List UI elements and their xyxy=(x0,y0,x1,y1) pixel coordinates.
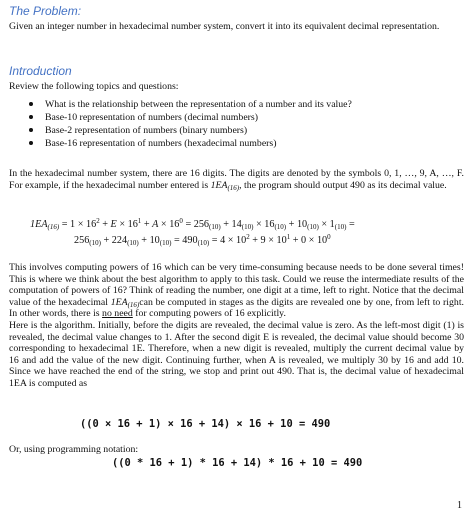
equation-line-2: $256_{(10)} + 224_{(10)} + 10_{(10)} = 490_{(10)} = 4 \times 10^2 + 9 \times 10^1 + 0 \times 10^0$ xyxy=(74,233,331,247)
introduction-heading: Introduction xyxy=(9,64,72,78)
paragraph-reuse: This involves computing powers of 16 which can be very time-consuming because needs to be done several times! This is where we think about the best algorithm to apply to this task. Could we reuse the intermediate results of the computation of powers of 16? Think of reading the number, one digit at a time, left to right. Notice that the decimal value of the hexadecimal $1EA_{(16)}can$ be computed in stages as the digits are revealed one by one, from left to right. In other words, there is no need for computing powers of 16 explicitly. Here is the algorithm. Initially, before the digits are revealed, the decimal value is zero. As the left-most digit (1) is revealed, the decimal value changes to 1. After the second digit E is revealed, the decimal value should become 30 corresponding to hexadecimal 1E. Therefore, when a new digit is revealed, multiply the current decimal value by 16 and add the value of the new digit. Continuing further, when A is revealed, we multiply 30 by 16 and add 10. Since we have reached the end of the string, we stop and print out 490. That is, the decimal value of hexadecimal 1EA is computed as xyxy=(9,262,464,389)
problem-text: Given an integer number in hexadecimal number system, convert it into its equivalent decimal representation. xyxy=(9,21,440,32)
list-item: Base-16 representation of numbers (hexadecimal numbers) xyxy=(9,137,464,150)
introduction-lead: Review the following topics and questions: xyxy=(9,81,179,92)
topics-list xyxy=(9,98,464,150)
list-item: What is the relationship between the representation of a number and its value? xyxy=(9,98,464,111)
bullet-icon xyxy=(29,115,33,119)
problem-section xyxy=(9,4,464,33)
bullet-icon xyxy=(29,102,33,106)
paragraph-algorithm: Here is the algorithm. Initially, before the digits are revealed, the decimal value is zero. As the left-most digit (1) is revealed, the decimal value changes to 1. After the second digit E is revealed, the decimal value should become 30 corresponding to hexadecimal 1E. Therefore, when a new digit is revealed, multiply the current decimal value by 16 and add the value of the new digit. Continuing further, when A is revealed, we multiply 30 by 16 and add 10. Since we have reached the end of the string, we stop and print out 490. That is, the decimal value of hexadecimal 1EA is computed as xyxy=(9,319,464,389)
bullet-icon xyxy=(29,128,33,132)
list-item: Base-2 representation of numbers (binary numbers) xyxy=(9,124,464,137)
equation-line-1: $1EA_{(16)} = 1 \times 16^2 + E \times 16^1 + A \times 16^0 = 256_{(10)} + 14_{(10)} \times 16_{(10)} + 10_{(10)} \times 1_{(10)}$ = xyxy=(30,217,355,231)
introduction-section xyxy=(9,64,464,150)
list-item: Base-10 representation of numbers (decimal numbers) xyxy=(9,111,464,124)
problem-heading: The Problem: xyxy=(9,4,82,18)
code-expression: ((0 * 16 + 1) * 16 + 14) * 16 + 10 = 490 xyxy=(112,457,363,469)
programming-notation-lead: Or, using programming notation: xyxy=(9,444,139,455)
paragraph-hex-intro: In the hexadecimal number system, there are 16 digits. The digits are denoted by the symbols 0, 1, …, 9, A, …, F. For example, if the hexadecimal number entered is $1EA_{(16)}$, the program should output 490 as its decimal value. xyxy=(9,168,464,192)
bullet-icon xyxy=(29,141,33,145)
math-expression: ((0 × 16 + 1) × 16 + 14) × 16 + 10 = 490 xyxy=(80,418,331,430)
page-number: 1 xyxy=(457,500,462,511)
